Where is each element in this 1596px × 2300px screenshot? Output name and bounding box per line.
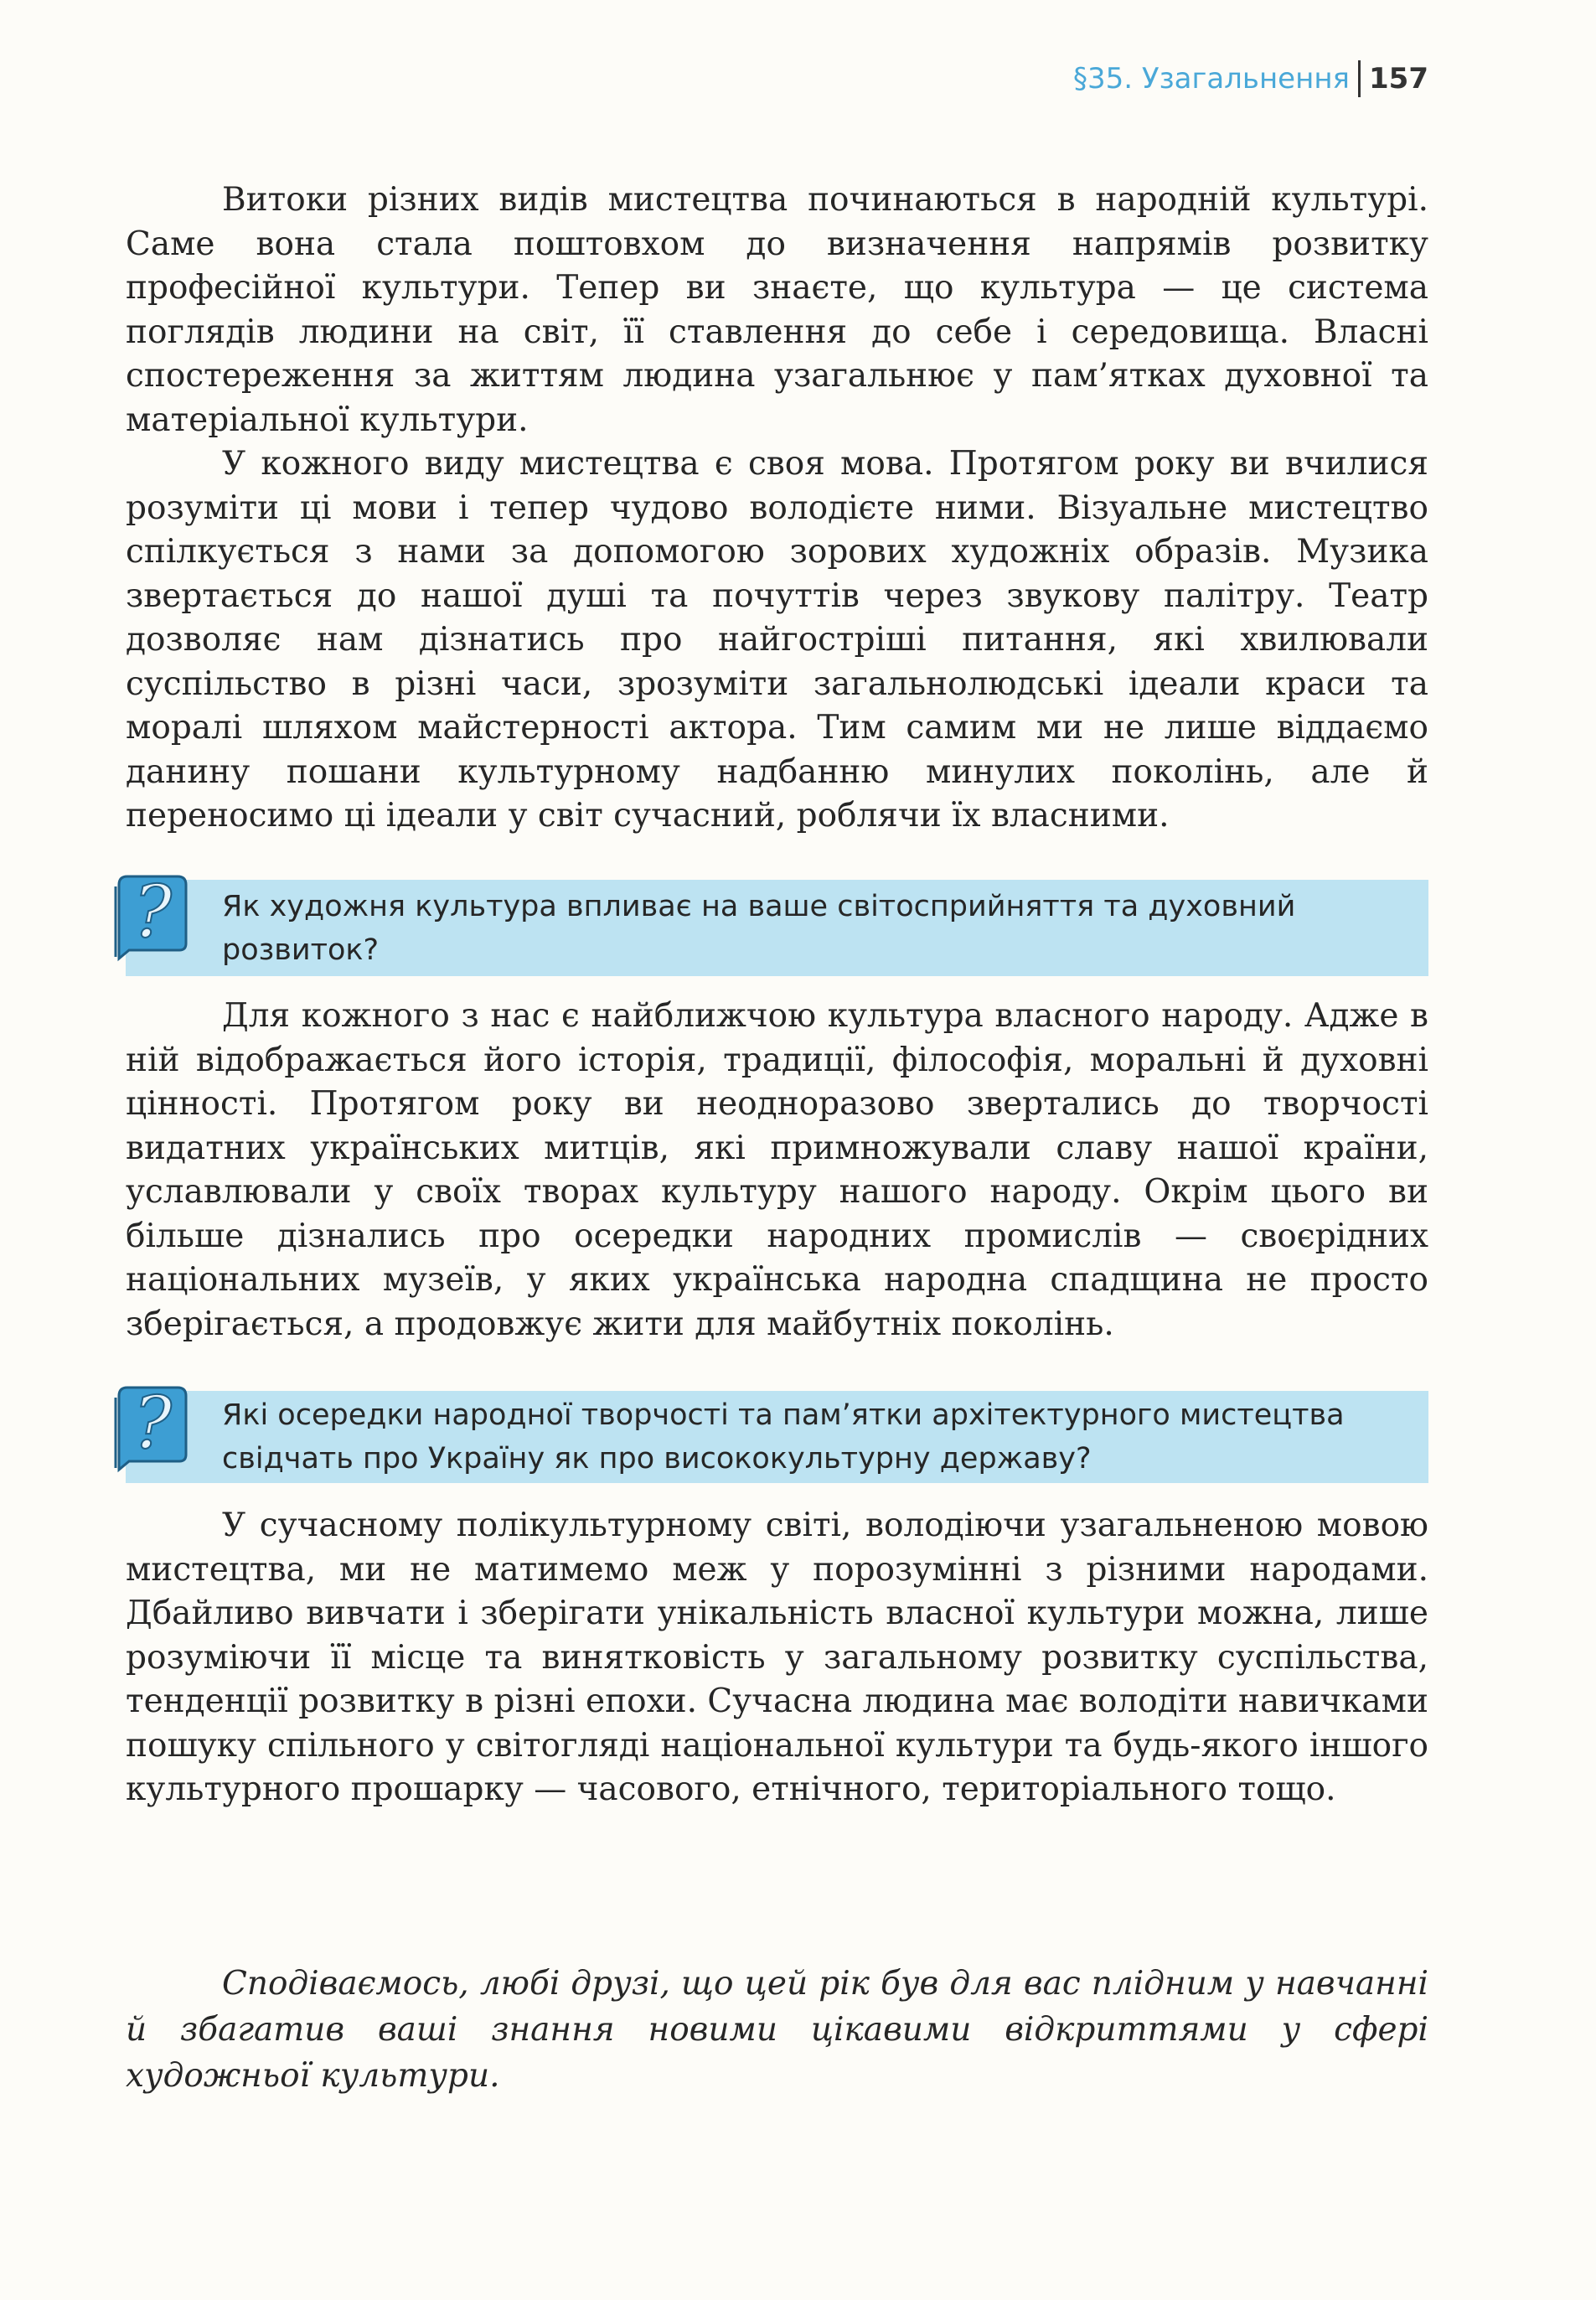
header-divider [1358,60,1361,97]
question-box-1 [126,871,1428,976]
question-2-text: Які осередки народної творчості та пам’ятки архітектурного мистецтва свідчать про Україну як про висококультурну державу? [222,1398,1345,1476]
svg-text:?: ? [132,871,173,954]
question-mark-icon [111,868,194,962]
text-block-2 [126,995,1428,1346]
svg-text:?: ? [132,1382,173,1465]
question-mark-icon [111,1379,194,1473]
question-1-text: Як художня культура впливає на ваше світосприйняття та духовний розвиток? [222,889,1296,967]
paragraph-4: У сучасному полікультурному світі, володіючи узагальненою мовою мистецтва, ми не матимемо меж у порозумінні з різними народами. Дбайливо вивчати і зберігати унікальність власної культури можна, лише розуміючи її місце та винятковість у загальному розвитку суспільства, тенденції розвитку в різні епохи. Сучасна людина має володіти навичками пошуку спільного у світогляді національної культури та будь-якого іншого культурного прошарку — часового, етнічного, територіального тощо. [126,1507,1428,1808]
text-block-3 [126,1504,1428,1812]
paragraph-3: Для кожного з нас є найближчою культура власного народу. Адже в ній відображається його історія, традиції, філософія, моральні й духовні цінності. Протягом року ви неодноразово звертались до творчості видатних українських митців, які примножували славу нашої країни, уславлювали у своїх творах культуру нашого народу. Окрім цього ви більше дізнались про осередки народних промислів — своєрідних національних музеїв, у яких українська народна спадщина не просто зберігається, а продовжує жити для майбутніх поколінь. [126,997,1428,1343]
paragraph-1: Витоки різних видів мистецтва починаються в народній культурі. Саме вона стала поштовхом до визначення напрямів розвитку професійної культури. Тепер ви знаєте, що культура — це система поглядів людини на світ, її ставлення до себе і середовища. Власні спостереження за життям людина узагальнює у пам’ятках духовної та матеріальної культури. [126,181,1428,439]
page-header [1073,60,1428,97]
section-title: §35. Узагальнення [1072,62,1351,96]
page-number: 157 [1369,62,1428,96]
question-box-2 [126,1382,1428,1483]
text-block-1 [126,178,1428,839]
closing-block [126,1961,1428,2099]
paragraph-2: У кожного виду мистецтва є своя мова. Протягом року ви вчилися розуміти ці мови і тепер чудово володієте ними. Візуальне мистецтво спілкується з нами за допомогою зорових художніх образів. Музика звертається до нашої душі та почуттів через звукову палітру. Театр дозволяє нам дізнатись про найгостріші питання, які хвилювали суспільство в різні часи, зрозуміти загальнолюдські ідеали краси та моралі шляхом майстерності актора. Тим самим ми не лише віддаємо данину пошани культурному надбанню минулих поколінь, але й переносимо ці ідеали у світ сучасний, роблячи їх власними. [126,445,1428,835]
closing-message: Сподіваємось, любі друзі, що цей рік був для вас плідним у навчанні й збагатив ваші знання новими цікавими відкриттями у сфері художньої культури. [126,1965,1428,2095]
